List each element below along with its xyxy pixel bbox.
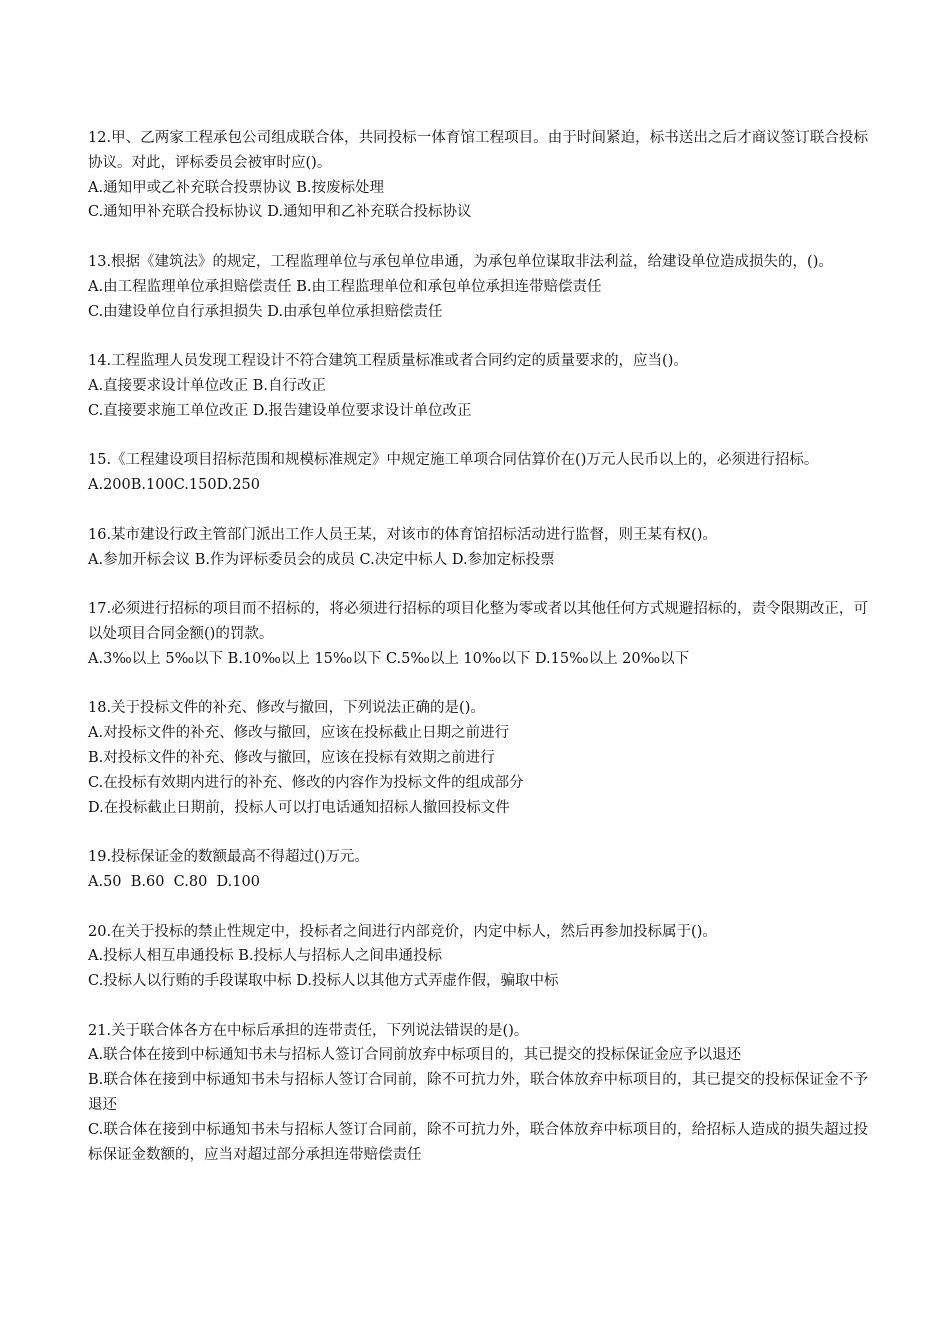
answer-options-line: A.通知甲或乙补充联合投票协议 B.按废标处理 xyxy=(88,179,384,196)
answer-options-line: C.直接要求施工单位改正 D.报告建设单位要求设计单位改正 xyxy=(88,402,472,419)
question-13 xyxy=(88,250,868,324)
question-stem: 16.某市建设行政主管部门派出工作人员王某，对该市的体育馆招标活动进行监督，则王某有权()。 xyxy=(88,526,717,543)
question-19 xyxy=(88,845,868,895)
answer-options-line: C.投标人以行贿的手段谋取中标 D.投标人以其他方式弄虚作假，骗取中标 xyxy=(88,973,559,990)
answer-options-line: A.由工程监理单位承担赔偿责任 B.由工程监理单位和承包单位承担连带赔偿责任 xyxy=(88,278,602,295)
answer-options-line: A.参加开标会议 B.作为评标委员会的成员 C.决定中标人 D.参加定标投票 xyxy=(88,551,555,568)
answer-options-line: C.由建设单位自行承担损失 D.由承包单位承担赔偿责任 xyxy=(88,303,443,320)
question-20 xyxy=(88,920,868,994)
answer-options-line: C.通知甲补充联合投标协议 D.通知甲和乙补充联合投标协议 xyxy=(88,204,472,221)
answer-options-line: A.3‰以上 5‰以下 B.10‰以上 15‰以下 C.5‰以上 10‰以下 D.15‰以上 20‰以下 xyxy=(88,650,690,667)
answer-options-line: D.在投标截止日期前，投标人可以打电话通知招标人撤回投标文件 xyxy=(88,799,510,816)
answer-options-line: A.200B.100C.150D.250 xyxy=(88,477,260,494)
question-stem: 13.根据《建筑法》的规定，工程监理单位与承包单位串通，为承包单位谋取非法利益，给建设单位造成损失的，()。 xyxy=(88,253,833,270)
question-stem: 15.《工程建设项目招标范围和规模标准规定》中规定施工单项合同估算价在()万元人民币以上的，必须进行招标。 xyxy=(88,452,819,469)
question-stem: 19.投标保证金的数额最高不得超过()万元。 xyxy=(88,849,369,866)
question-17 xyxy=(88,597,868,671)
answer-options-line: C.联合体在接到中标通知书未与招标人签订合同前，除不可抗力外，联合体放弃中标项目的，给招标人造成的损失超过投标保证金数额的，应当对超过部分承担连带赔偿责任 xyxy=(88,1121,868,1163)
answer-options-line: B.联合体在接到中标通知书未与招标人签订合同前，除不可抗力外，联合体放弃中标项目的，其已提交的投标保证金不予退还 xyxy=(88,1072,868,1114)
question-stem: 12.甲、乙两家工程承包公司组成联合体，共同投标一体育馆工程项目。由于时间紧迫，标书送出之后才商议签订联合投标协议。对此，评标委员会被审时应()。 xyxy=(88,130,868,171)
answer-options-line: A.50 B.60 C.80 D.100 xyxy=(88,873,260,890)
question-12 xyxy=(88,126,868,225)
question-stem: 14.工程监理人员发现工程设计不符合建筑工程质量标准或者合同约定的质量要求的，应当()。 xyxy=(88,353,688,370)
question-21 xyxy=(88,1019,868,1168)
question-stem: 17.必须进行招标的项目而不招标的，将必须进行招标的项目化整为零或者以其他任何方式规避招标的，责令限期改正，可以处项目合同金额()的罚款。 xyxy=(88,601,868,642)
question-16 xyxy=(88,523,868,573)
question-15 xyxy=(88,448,868,498)
answer-options-line: A.直接要求设计单位改正 B.自行改正 xyxy=(88,377,326,394)
question-stem: 18.关于投标文件的补充、修改与撤回，下列说法正确的是()。 xyxy=(88,700,485,717)
question-14 xyxy=(88,349,868,423)
answer-options-line: A.联合体在接到中标通知书未与招标人签订合同前放弃中标项目的，其已提交的投标保证金应予以退还 xyxy=(88,1047,742,1064)
answer-options-line: A.投标人相互串通投标 B.投标人与招标人之间串通投标 xyxy=(88,948,442,965)
document-page xyxy=(88,126,868,1192)
answer-options-line: B.对投标文件的补充、修改与撤回，应该在投标有效期之前进行 xyxy=(88,749,495,766)
answer-options-line: C.在投标有效期内进行的补充、修改的内容作为投标文件的组成部分 xyxy=(88,774,524,791)
question-stem: 21.关于联合体各方在中标后承担的连带责任，下列说法错误的是()。 xyxy=(88,1022,529,1039)
question-18 xyxy=(88,696,868,820)
question-stem: 20.在关于投标的禁止性规定中，投标者之间进行内部竞价，内定中标人，然后再参加投标属于()。 xyxy=(88,923,717,940)
answer-options-line: A.对投标文件的补充、修改与撤回，应该在投标截止日期之前进行 xyxy=(88,725,510,742)
